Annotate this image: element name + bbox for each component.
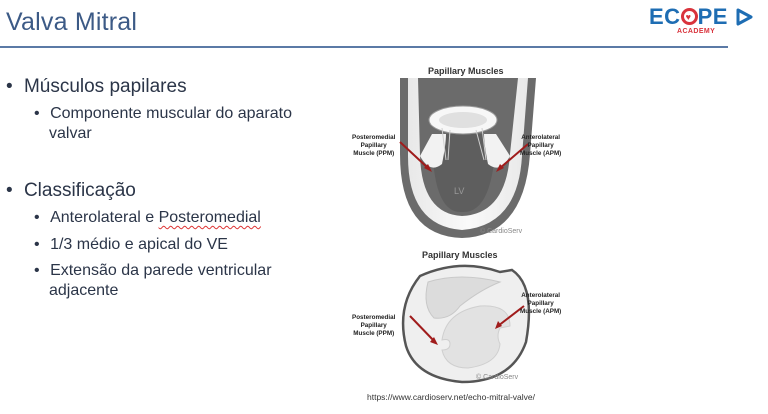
bullet-text: Classificação	[23, 180, 136, 201]
sub-bullet-item	[34, 104, 292, 144]
spellcheck-word: Posteromedial	[158, 209, 261, 226]
bullet-dot: •	[34, 105, 40, 122]
copyright: © CardioServ	[476, 374, 519, 381]
copyright: © CardioServ	[480, 228, 523, 235]
figure-title: Papillary Muscles	[428, 66, 504, 76]
label-ppm: Posteromedial Papillary Muscle (PPM)	[352, 314, 396, 337]
figure-short-axis	[350, 246, 580, 388]
bullet-text-cont: valvar	[49, 125, 92, 142]
bullet-dot: •	[34, 236, 40, 253]
figure-title: Papillary Muscles	[422, 250, 498, 260]
bullet-text: Componente muscular do aparato	[50, 105, 292, 122]
play-icon	[735, 8, 753, 26]
bullet-dot: •	[6, 180, 13, 201]
sub-bullet-item	[34, 261, 272, 301]
bullet-item	[6, 76, 187, 98]
bullet-text: 1/3 médio e apical do VE	[50, 236, 228, 253]
bullet-dot: •	[34, 262, 40, 279]
lv-label: LV	[454, 186, 465, 196]
bullet-dot: •	[6, 76, 13, 97]
bullet-text: Anterolateral e	[50, 209, 159, 226]
ecope-logo	[649, 4, 765, 38]
label-apm: Anterolateral Papillary Muscle (APM)	[520, 134, 562, 157]
logo-wordmark: EC ♥ PE	[649, 4, 753, 30]
title-divider	[0, 46, 728, 48]
figure-long-axis	[350, 64, 580, 244]
heart-icon: ♥	[681, 8, 698, 25]
sub-bullet-item	[34, 235, 228, 255]
label-apm: Anterolateral Papillary Muscle (APM)	[520, 292, 562, 315]
bullet-item	[6, 180, 136, 202]
sub-bullet-item	[34, 208, 261, 228]
logo-subtitle: ACADEMY	[677, 28, 716, 35]
bullet-text: Extensão da parede ventricular	[50, 262, 272, 279]
bullet-text: Músculos papilares	[23, 76, 187, 97]
label-ppm: Posteromedial Papillary Muscle (PPM)	[352, 134, 396, 157]
slide-title: Valva Mitral	[6, 8, 138, 36]
source-link[interactable]: https://www.cardioserv.net/echo-mitral-valve/	[367, 392, 536, 402]
bullet-text-cont: adjacente	[49, 282, 119, 299]
bullet-dot: •	[34, 209, 40, 226]
